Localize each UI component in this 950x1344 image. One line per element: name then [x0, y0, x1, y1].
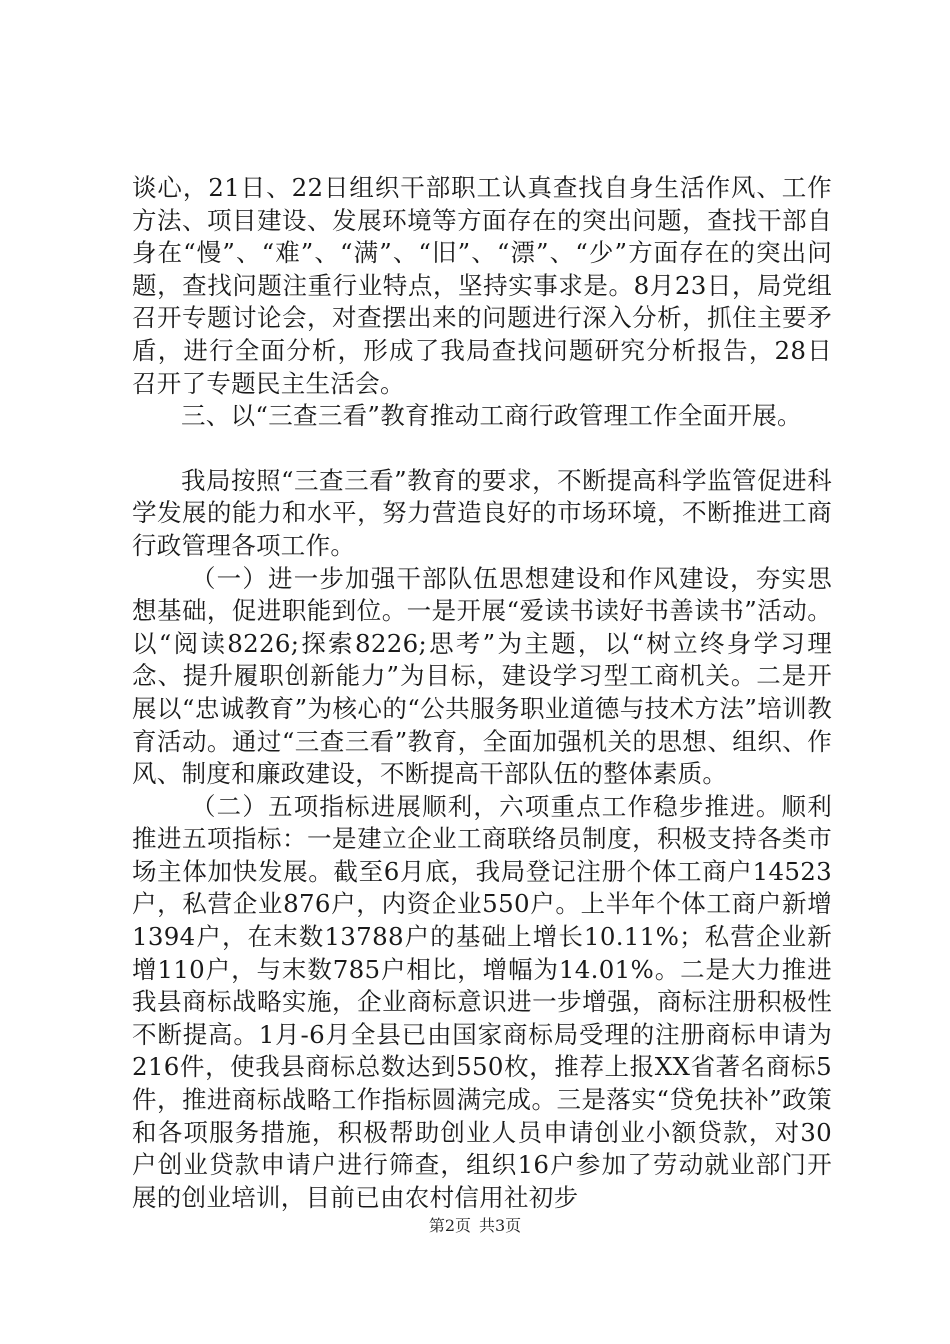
paragraph-intro: 我局按照“三查三看”教育的要求，不断提高科学监管促进科学发展的能力和水平，努力营造良好的市场环境，不断推进工商行政管理各项工作。 — [132, 465, 832, 560]
paragraph-item-two: （二）五项指标进展顺利，六项重点工作稳步推进。顺利推进五项指标：一是建立企业工商联络员制度，积极支持各类市场主体加快发展。截至6月底，我局登记注册个体工商户14523户，私营企业876户，内资企业550户。上半年个体工商户新增1394户，在末数13788户的基础上增长10.11%；私营企业新增110户，与末数785户相比，增幅为14.01%。二是大力推进我县商标战略实施，企业商标意识进一步增强，商标注册积极性不断提高。1月-6月全县已由国家商标局受理的注册商标申请为216件，使我县商标总数达到550枚，推荐上报XX省著名商标5件，推进商标战略工作指标圆满完成。三是落实“贷免扶补”政策和各项服务措施，积极帮助创业人员申请创业小额贷款，对30户创业贷款申请户进行筛查，组织16户参加了劳动就业部门开展的创业培训，目前已由农村信用社初步 — [132, 791, 832, 1212]
paragraph-continuation: 谈心，21日、22日组织干部职工认真查找自身生活作风、工作方法、项目建设、发展环境等方面存在的突出问题，查找干部自身在“慢”、“难”、“满”、“旧”、“漂”、“少”方面存在的突出问题，查找问题注重行业特点，坚持实事求是。8月23日，局党组召开专题讨论会，对查摆出来的问题进行深入分析，抓住主要矛盾，进行全面分析，形成了我局查找问题研究分析报告，28日召开了专题民主生活会。 — [132, 173, 832, 398]
page-number: 第2页 — [428, 1216, 471, 1235]
page-total: 共3页 — [479, 1216, 522, 1235]
paragraph-item-one: （一）进一步加强干部队伍思想建设和作风建设，夯实思想基础，促进职能到位。一是开展“爱读书读好书善读书”活动。以“阅读8226;探索8226;思考”为主题，以“树立终身学习理念、提升履职创新能力”为目标，建设学习型工商机关。二是开展以“忠诚教育”为核心的“公共服务职业道德与技术方法”培训教育活动。通过“三查三看”教育，全面加强机关的思想、组织、作风、制度和廉政建设，不断提高干部队伍的整体素质。 — [132, 563, 832, 789]
section-heading-three: 三、以“三查三看”教育推动工商行政管理工作全面开展。 — [181, 401, 802, 431]
page-footer — [0, 1216, 950, 1236]
document-body — [132, 172, 832, 1214]
